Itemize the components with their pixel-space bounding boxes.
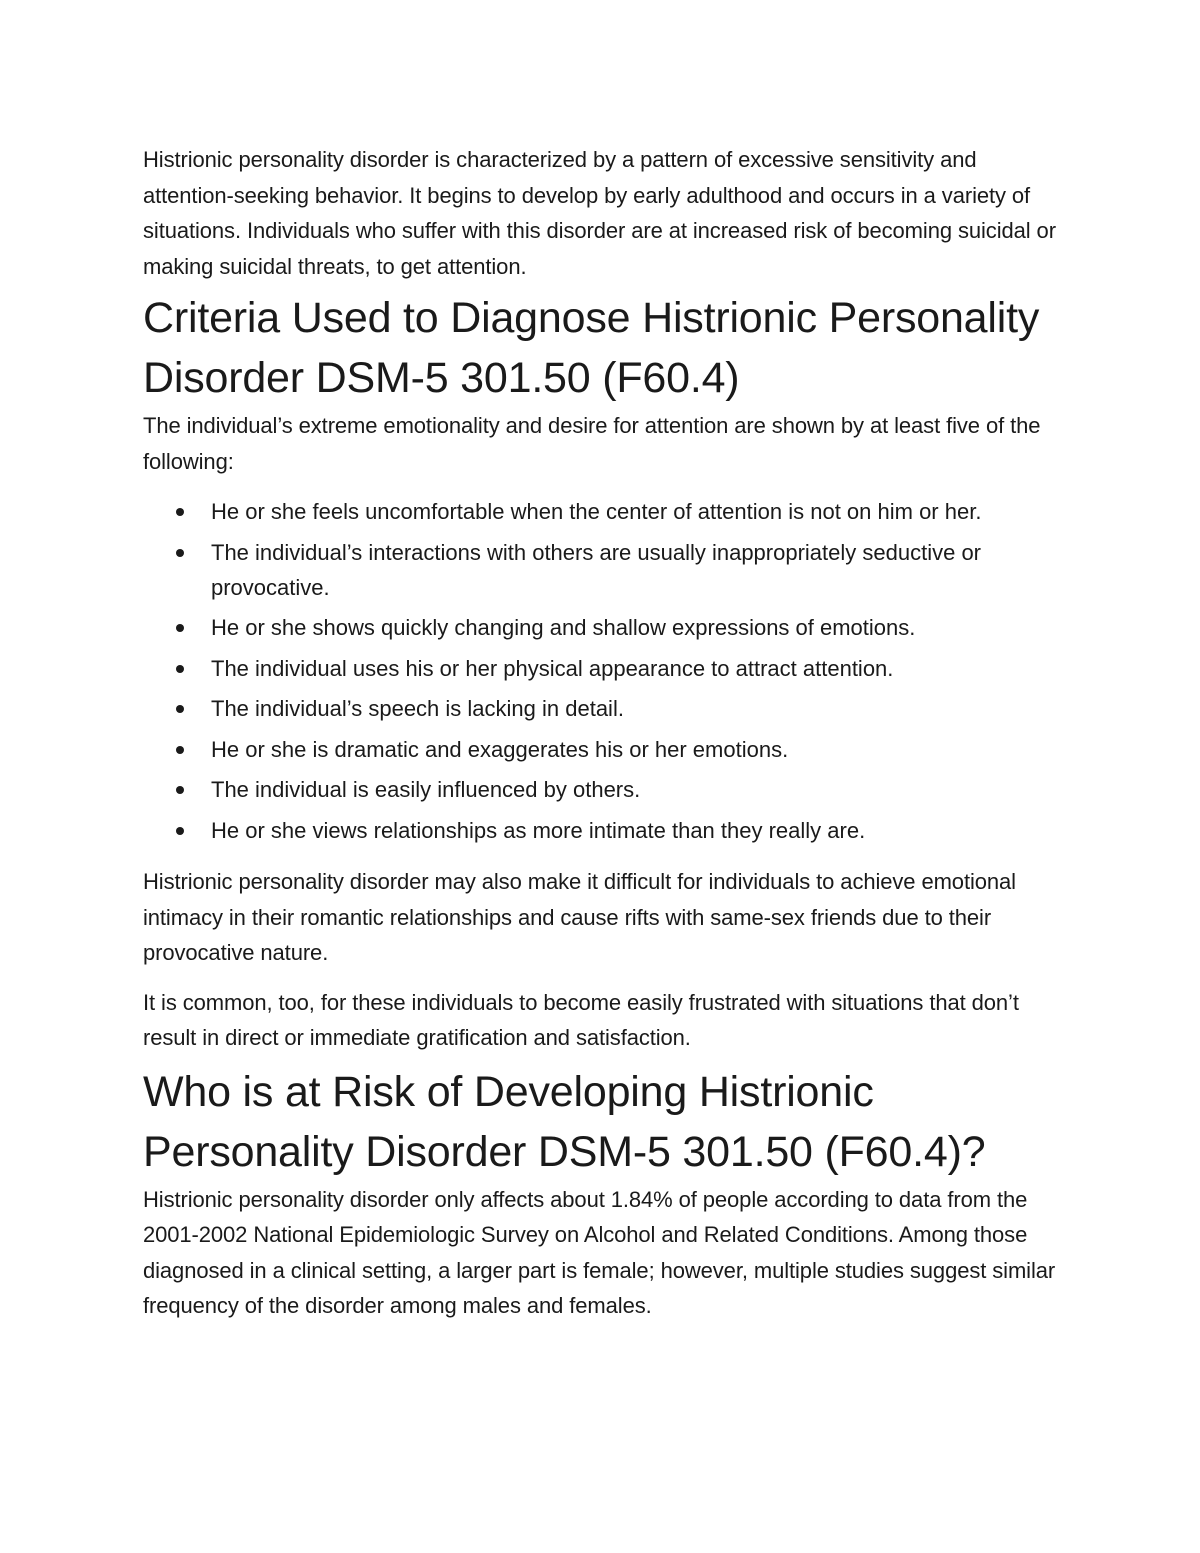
list-item-text: The individual is easily influenced by others.	[211, 777, 641, 802]
list-item-text: The individual’s speech is lacking in detail.	[211, 696, 624, 721]
criteria-heading: Criteria Used to Diagnose Histrionic Personality Disorder DSM-5 301.50 (F60.4)	[143, 294, 1040, 402]
list-item	[143, 648, 1073, 689]
document-page	[143, 142, 1073, 1324]
bullet-icon	[176, 705, 184, 713]
bullet-icon	[176, 786, 184, 794]
intro-paragraph: Histrionic personality disorder is characterized by a pattern of excessive sensitivity and attention-seeking behavior. It begins to develop by early adulthood and occurs in a variety of situations. Individuals who suffer with this disorder are at increased risk of becoming suicidal or making suicidal threats, to get attention.	[143, 147, 1056, 279]
criteria-intro-paragraph: The individual’s extreme emotionality and desire for attention are shown by at least five of the following:	[143, 413, 1041, 474]
list-item-text: The individual uses his or her physical appearance to attract attention.	[211, 655, 894, 681]
risk-paragraph: Histrionic personality disorder only affects about 1.84% of people according to data from the 2001-2002 National Epidemiologic Survey on Alcohol and Related Conditions. Among those diagnosed in a clinical setting, a larger part is female; however, multiple studies suggest similar frequency of the disorder among males and females.	[143, 1186, 1056, 1318]
criteria-list	[143, 491, 1073, 850]
risk-heading: Who is at Risk of Developing Histrionic Personality Disorder DSM-5 301.50 (F60.4)?	[143, 1067, 986, 1176]
list-item-text: He or she is dramatic and exaggerates his or her emotions.	[211, 736, 789, 762]
bullet-icon	[176, 508, 184, 516]
list-item	[143, 688, 1073, 729]
intimacy-paragraph: Histrionic personality disorder may also make it difficult for individuals to achieve emotional intimacy in their romantic relationships and cause rifts with same-sex friends due to their provocative nature.	[143, 869, 1016, 965]
bullet-icon	[176, 665, 184, 673]
bullet-icon	[176, 746, 184, 754]
list-item-text: The individual’s interactions with others are usually inappropriately seductive or provocative.	[211, 539, 981, 600]
bullet-icon	[176, 624, 184, 632]
bullet-icon	[176, 549, 184, 557]
bullet-icon	[176, 827, 184, 835]
list-item	[143, 607, 1073, 648]
list-item	[143, 491, 1073, 532]
list-item	[143, 769, 1073, 810]
list-item	[143, 810, 1073, 851]
frustration-paragraph: It is common, too, for these individuals to become easily frustrated with situations that don’t result in direct or immediate gratification and satisfaction.	[143, 989, 1019, 1050]
list-item-text: He or she feels uncomfortable when the center of attention is not on him or her.	[211, 499, 982, 524]
list-item	[143, 729, 1073, 770]
list-item-text: He or she shows quickly changing and shallow expressions of emotions.	[211, 615, 916, 640]
list-item-text: He or she views relationships as more intimate than they really are.	[211, 817, 866, 843]
list-item	[143, 532, 1073, 608]
